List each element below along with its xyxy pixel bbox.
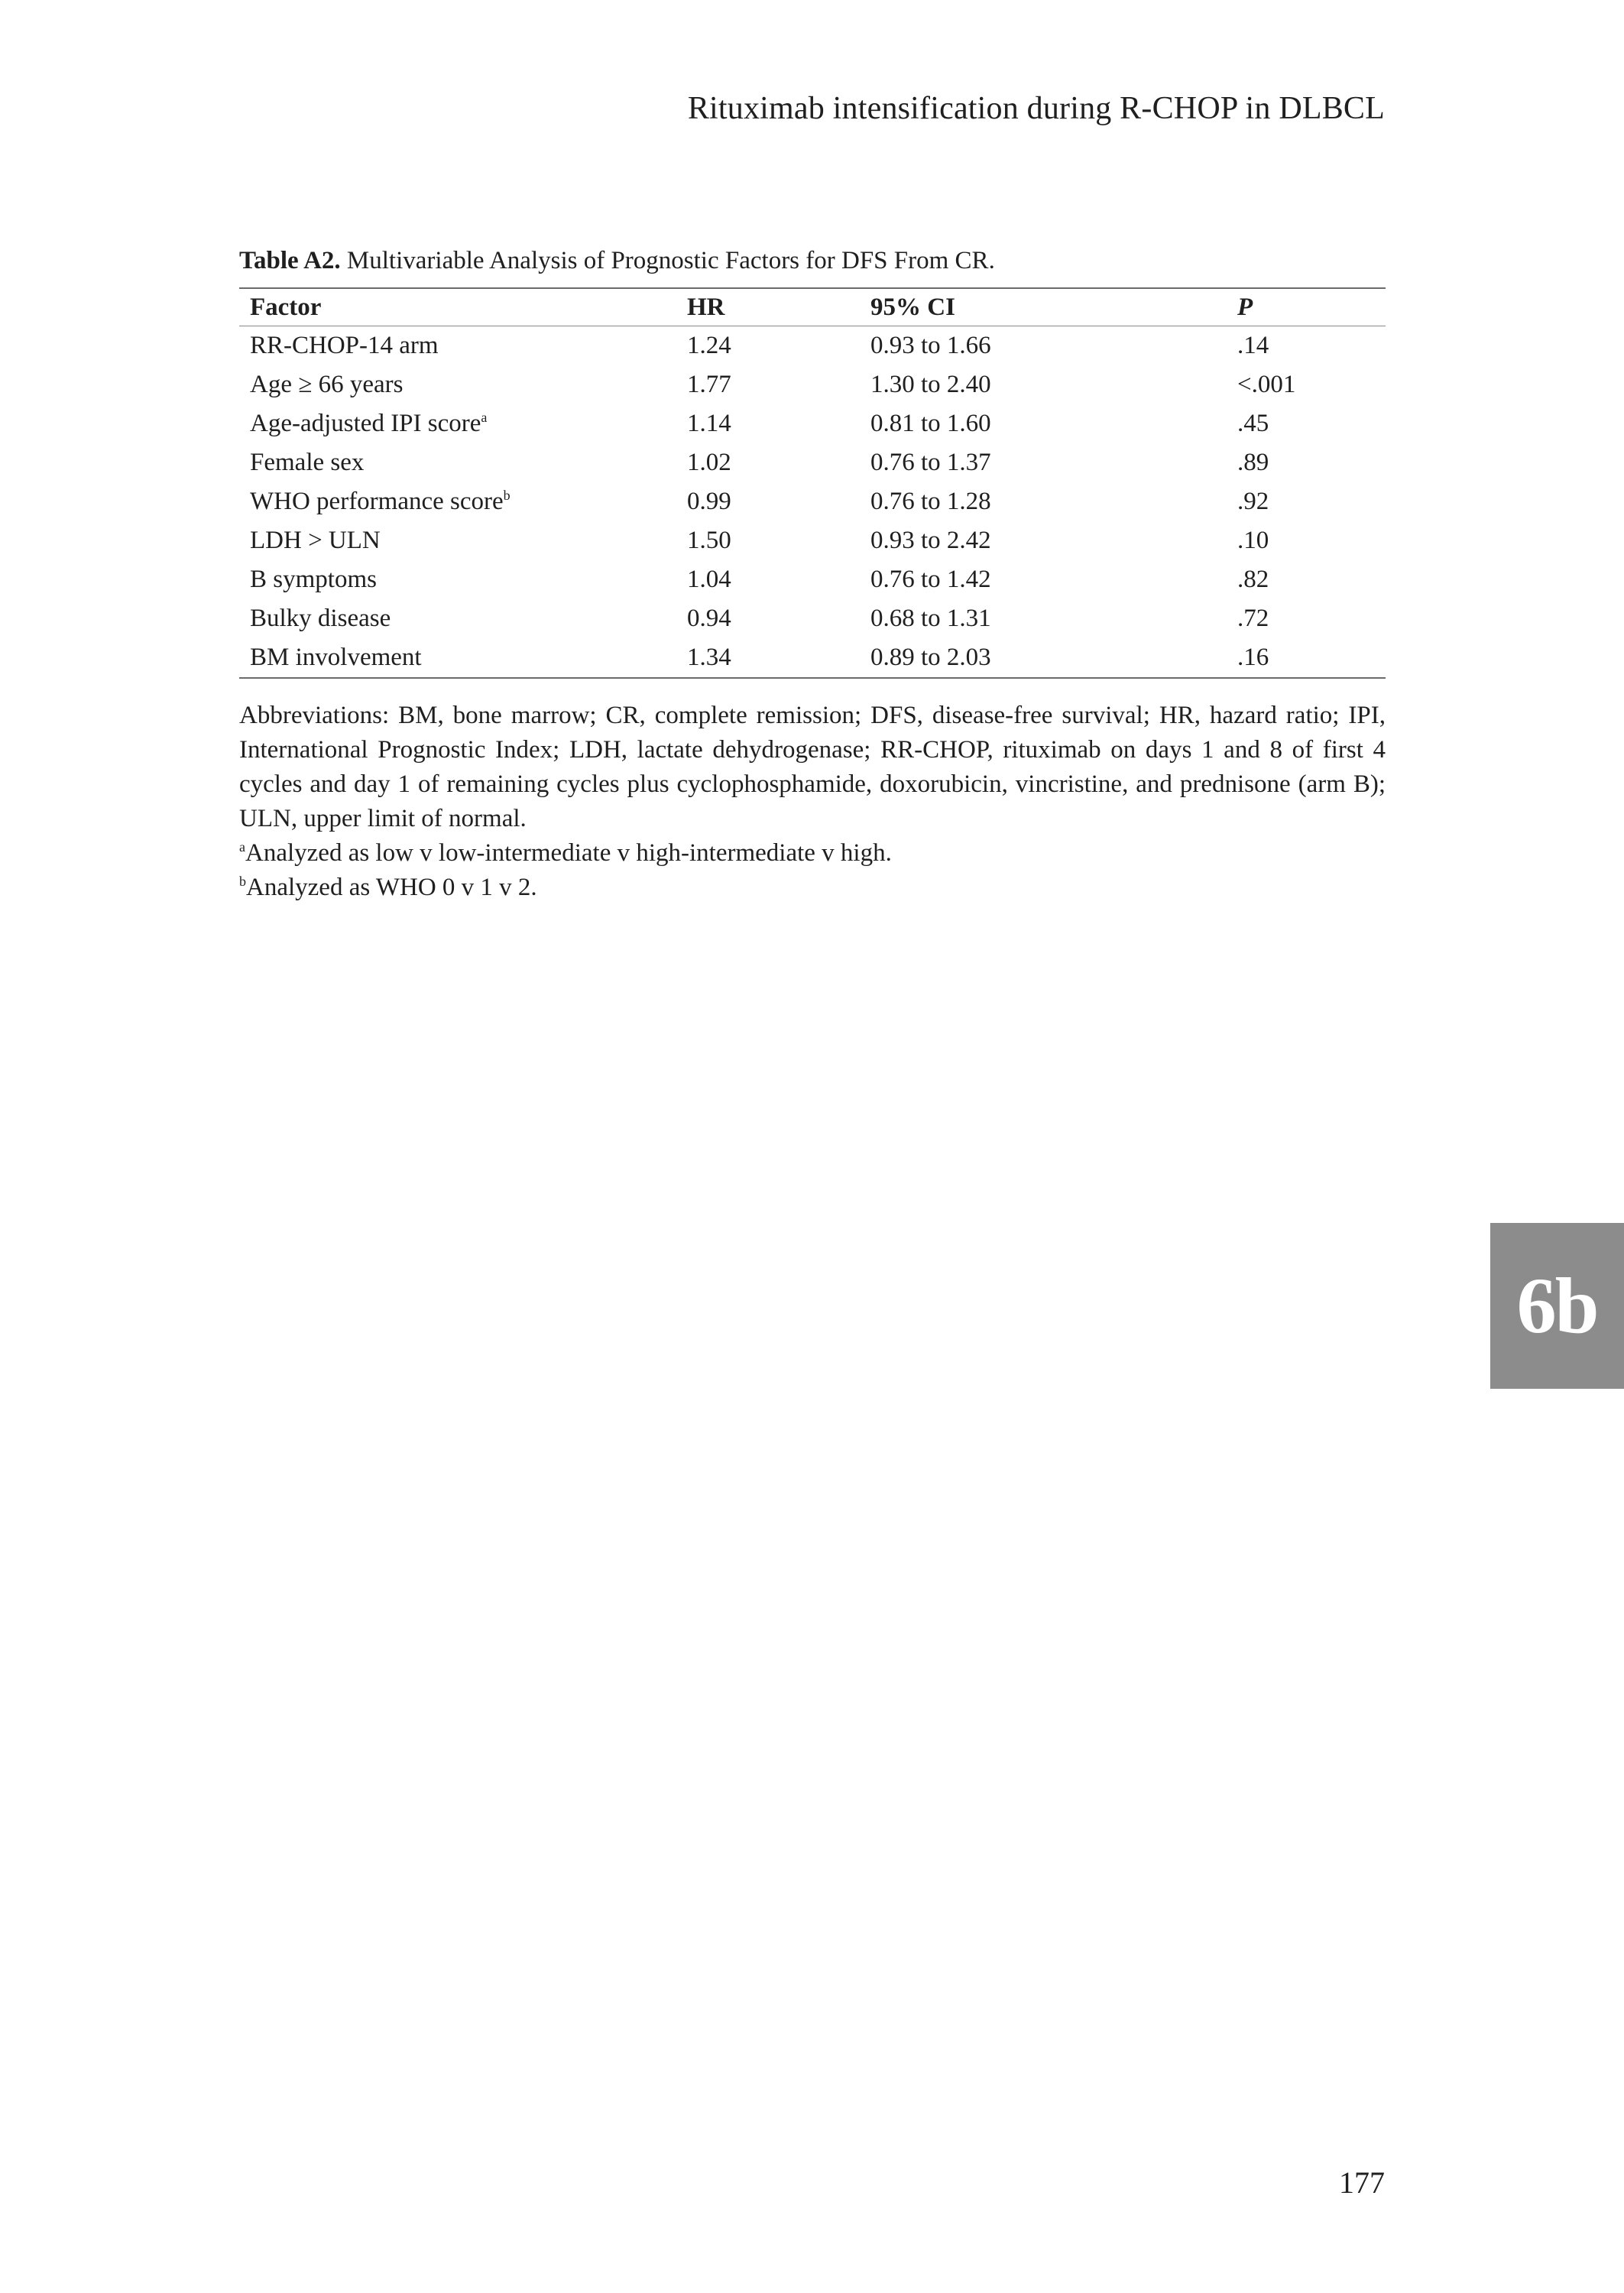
factor-label: WHO performance score	[250, 488, 504, 515]
cell-p: .45	[1237, 410, 1269, 437]
cell-p: .92	[1237, 488, 1269, 515]
cell-ci: 0.81 to 1.60	[870, 410, 991, 437]
footnote-b-mark: b	[239, 874, 246, 889]
cell-hr: 1.34	[663, 638, 870, 678]
table-body	[239, 326, 1386, 679]
footnote-b	[239, 871, 1386, 905]
footnote-b-text: Analyzed as WHO 0 v 1 v 2.	[246, 874, 537, 901]
cell-hr: 1.24	[687, 332, 731, 359]
cell-ci: 0.68 to 1.31	[870, 605, 991, 632]
table-row	[239, 404, 1386, 443]
cell-factor	[239, 638, 663, 678]
table-row	[239, 365, 1386, 404]
factor-label: B symptoms	[250, 566, 377, 593]
cell-hr: 1.14	[687, 410, 731, 437]
abbreviations-note: Abbreviations: BM, bone marrow; CR, complete remission; DFS, disease-free survival; HR, hazard ratio; IPI, International Prognostic Index; LDH, lactate dehydrogenase; RR-CHOP, rituximab on days 1 and 8 of first 4 cycles and day 1 of remaining cycles plus cyclophosphamide, doxorubicin, vincristine, and prednisone (arm B); ULN, upper limit of normal.	[239, 702, 1386, 832]
table-row	[239, 560, 1386, 599]
cell-p: .14	[1237, 332, 1269, 359]
cell-factor	[239, 404, 663, 443]
table-row	[239, 638, 1386, 678]
cell-hr: 1.02	[687, 449, 731, 476]
page-number: 177	[1339, 2165, 1385, 2200]
table-header-row	[239, 288, 1386, 326]
cell-p: .16	[1237, 638, 1386, 678]
cell-factor	[239, 443, 663, 482]
running-head: Rituximab intensification during R-CHOP in DLBCL	[687, 91, 1385, 126]
factor-label: Age ≥ 66 years	[250, 371, 404, 398]
table-caption-label: Table A2.	[239, 247, 341, 274]
table-notes	[239, 699, 1386, 905]
table-caption	[239, 247, 1386, 275]
cell-factor	[239, 599, 663, 638]
cell-hr: 1.77	[687, 371, 731, 398]
cell-ci: 0.76 to 1.42	[870, 566, 991, 593]
cell-hr: 0.94	[687, 605, 731, 632]
header-factor: Factor	[239, 288, 663, 326]
cell-hr: 1.50	[687, 527, 731, 554]
cell-ci: 0.93 to 1.66	[870, 332, 991, 359]
cell-p: .72	[1237, 605, 1269, 632]
factor-label: RR-CHOP-14 arm	[250, 332, 439, 359]
cell-factor	[239, 365, 663, 404]
cell-ci: 1.30 to 2.40	[870, 371, 991, 398]
cell-factor	[239, 482, 663, 521]
cell-hr: 0.99	[687, 488, 731, 515]
cell-p: .89	[1237, 449, 1269, 476]
factor-footnote-mark: a	[481, 410, 488, 425]
factor-footnote-mark: b	[503, 488, 511, 503]
cell-factor	[239, 521, 663, 560]
cell-ci: 0.76 to 1.37	[870, 449, 991, 476]
cell-p: .82	[1237, 566, 1269, 593]
table-row	[239, 326, 1386, 366]
cell-ci: 0.89 to 2.03	[870, 638, 1237, 678]
factor-label: Female sex	[250, 449, 365, 476]
cell-ci: 0.93 to 2.42	[870, 527, 991, 554]
table-caption-text: Multivariable Analysis of Prognostic Factors for DFS From CR.	[340, 247, 995, 274]
header-p: P	[1237, 288, 1386, 326]
footnote-a-mark: a	[239, 839, 245, 855]
header-hr: HR	[663, 288, 870, 326]
table-row	[239, 599, 1386, 638]
cell-factor	[239, 560, 663, 599]
cell-factor	[239, 326, 663, 366]
factor-label: LDH > ULN	[250, 527, 381, 554]
cell-ci: 0.76 to 1.28	[870, 488, 991, 515]
factor-label: Age-adjusted IPI score	[250, 410, 481, 437]
table-row	[239, 521, 1386, 560]
footnote-a	[239, 836, 1386, 871]
cell-hr: 1.04	[687, 566, 731, 593]
cell-p: <.001	[1237, 371, 1296, 398]
factor-label: BM involvement	[250, 644, 422, 671]
footnote-a-text: Analyzed as low v low-intermediate v high-intermediate v high.	[245, 839, 892, 867]
table-row	[239, 482, 1386, 521]
table-block	[239, 247, 1386, 905]
table-row	[239, 443, 1386, 482]
cell-p: .10	[1237, 527, 1269, 554]
prognostic-factors-table	[239, 287, 1386, 679]
header-ci: 95% CI	[870, 288, 1237, 326]
chapter-tab: 6b	[1490, 1223, 1624, 1389]
factor-label: Bulky disease	[250, 605, 391, 632]
